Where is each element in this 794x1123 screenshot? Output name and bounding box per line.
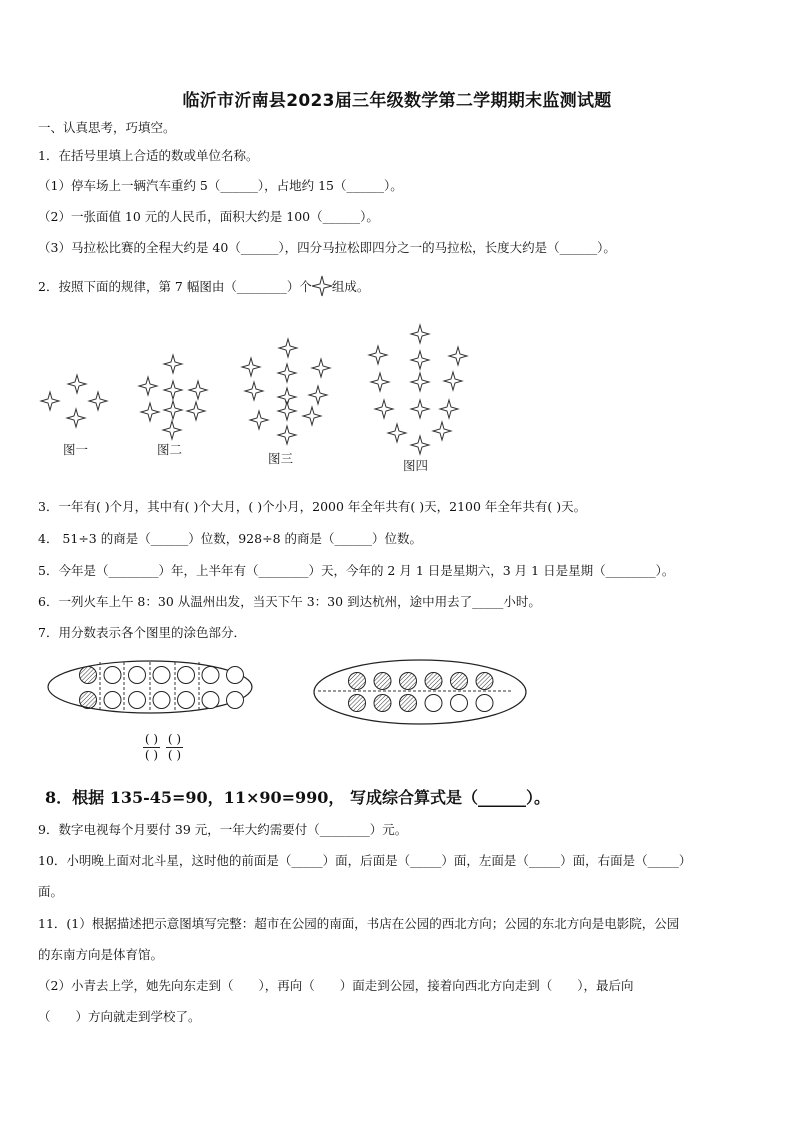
question-2-text-before: 2．按照下面的规律，第 7 幅图由（________）个 bbox=[38, 279, 312, 294]
figure-2 bbox=[139, 355, 207, 457]
fraction-answer-1 bbox=[143, 733, 160, 762]
star bbox=[245, 382, 263, 400]
question-10-line-2: 面。 bbox=[38, 884, 64, 899]
star bbox=[278, 426, 296, 444]
fraction-denominator: ( ) bbox=[144, 748, 159, 762]
shaded-circle bbox=[425, 673, 442, 690]
question-9: 9．数字电视每个月要付 39 元，一年大约需要付（________）元。 bbox=[38, 822, 408, 837]
figure-caption-3: 图三 bbox=[268, 451, 294, 466]
empty-circle bbox=[129, 667, 146, 684]
shaded-circle bbox=[400, 695, 417, 712]
figure-3 bbox=[242, 339, 330, 466]
star bbox=[309, 386, 327, 404]
figure-caption-4: 图四 bbox=[403, 458, 429, 473]
star bbox=[278, 364, 296, 382]
empty-circle bbox=[202, 667, 219, 684]
question-2-text-after: 组成。 bbox=[331, 279, 370, 294]
star bbox=[433, 422, 451, 440]
star bbox=[444, 372, 462, 390]
empty-circle bbox=[202, 692, 219, 709]
right-oval-diagram bbox=[314, 660, 526, 724]
star bbox=[250, 411, 268, 429]
star bbox=[411, 325, 429, 343]
empty-circle bbox=[129, 692, 146, 709]
star bbox=[411, 400, 429, 418]
question-1-part-3: （3）马拉松比赛的全程大约是 40（______），四分马拉松即四分之一的马拉松，长度大约是（______）。 bbox=[38, 240, 616, 255]
empty-circle bbox=[178, 667, 195, 684]
fraction-answer-2 bbox=[166, 733, 183, 762]
star bbox=[369, 346, 387, 364]
empty-circle bbox=[425, 695, 442, 712]
star bbox=[411, 373, 429, 391]
fraction-numerator: ( ) bbox=[144, 732, 159, 746]
star bbox=[371, 373, 389, 391]
star bbox=[141, 403, 159, 421]
shaded-circle bbox=[374, 695, 391, 712]
shaded-circle-diagrams bbox=[0, 652, 794, 732]
star bbox=[388, 424, 406, 442]
question-10-line-1: 10．小明晚上面对北斗星，这时他的前面是（_____）面，后面是（_____）面，左面是（_____）面，右面是（_____） bbox=[38, 853, 692, 868]
question-8: 8．根据 135-45=90，11×90=990， 写成综合算式是（______）。 bbox=[45, 788, 550, 807]
empty-circle bbox=[227, 667, 244, 684]
question-11-line-2: 的东南方向是体育馆。 bbox=[38, 947, 164, 962]
fraction-denominator: ( ) bbox=[167, 748, 182, 762]
star bbox=[89, 392, 107, 410]
figure-caption-1: 图一 bbox=[63, 442, 89, 457]
question-4: 4． 51÷3 的商是（______）位数，928÷8 的商是（______）位数。 bbox=[38, 531, 422, 546]
shaded-circle bbox=[349, 673, 366, 690]
empty-circle bbox=[104, 692, 121, 709]
shaded-circle bbox=[476, 673, 493, 690]
empty-circle bbox=[227, 692, 244, 709]
right-oval bbox=[314, 660, 526, 724]
question-1-part-1: （1）停车场上一辆汽车重约 5（______），占地约 15（______）。 bbox=[38, 178, 403, 193]
star bbox=[164, 355, 182, 373]
star bbox=[242, 358, 260, 376]
question-11-line-4: （ ）方向就走到学校了。 bbox=[38, 1009, 201, 1024]
question-2 bbox=[38, 276, 369, 296]
page-title: 临沂市沂南县2023届三年级数学第二学期期末监测试题 bbox=[182, 91, 612, 111]
left-oval-diagram bbox=[48, 661, 252, 713]
star bbox=[303, 407, 321, 425]
question-1-part-2: （2）一张面值 10 元的人民币，面积大约是 100（______）。 bbox=[38, 209, 379, 224]
question-3: 3．一年有( )个月，其中有( )个大月，( )个小月，2000 年全年共有( )天，2100 年全年共有( )天。 bbox=[38, 499, 587, 514]
star bbox=[411, 351, 429, 369]
star bbox=[411, 436, 429, 454]
question-1-stem: 1．在括号里填上合适的数或单位名称。 bbox=[38, 148, 259, 163]
shaded-circle bbox=[80, 692, 97, 709]
shaded-circle bbox=[80, 667, 97, 684]
question-6: 6．一列火车上午 8：30 从温州出发，当天下午 3：30 到达杭州，途中用去了_____小时。 bbox=[38, 594, 541, 609]
empty-circle bbox=[476, 695, 493, 712]
empty-circle bbox=[153, 667, 170, 684]
star bbox=[189, 381, 207, 399]
question-11-line-3: （2）小青去上学，她先向东走到（ ），再向（ ）面走到公园，接着向西北方向走到（ ），最后向 bbox=[38, 978, 634, 993]
shaded-circle bbox=[451, 673, 468, 690]
star bbox=[164, 401, 182, 419]
star bbox=[187, 402, 205, 420]
empty-circle bbox=[178, 692, 195, 709]
four-point-star-icon bbox=[312, 276, 332, 296]
question-5: 5．今年是（________）年，上半年有（________）天，今年的 2 月 1 日是星期六，3 月 1 日是星期（________）。 bbox=[38, 563, 675, 578]
star-pattern-figures bbox=[0, 315, 794, 495]
star bbox=[164, 381, 182, 399]
question-11-line-1: 11．(1）根据描述把示意图填写完整：超市在公园的南面，书店在公园的西北方向；公园的东北方向是电影院，公园 bbox=[38, 916, 680, 931]
figure-4 bbox=[369, 325, 467, 473]
star bbox=[375, 400, 393, 418]
star bbox=[312, 359, 330, 377]
figure-caption-2: 图二 bbox=[157, 442, 183, 457]
shaded-circle bbox=[349, 695, 366, 712]
star bbox=[41, 392, 59, 410]
star bbox=[278, 402, 296, 420]
shaded-circle bbox=[374, 673, 391, 690]
star bbox=[440, 400, 458, 418]
star bbox=[67, 409, 85, 427]
star bbox=[139, 377, 157, 395]
star bbox=[449, 347, 467, 365]
figure-1 bbox=[41, 375, 107, 457]
empty-circle bbox=[451, 695, 468, 712]
empty-circle bbox=[153, 692, 170, 709]
question-7: 7．用分数表示各个图里的涂色部分． bbox=[38, 625, 246, 640]
star bbox=[279, 339, 297, 357]
empty-circle bbox=[104, 667, 121, 684]
section-heading: 一、认真思考，巧填空。 bbox=[38, 120, 176, 135]
star bbox=[68, 375, 86, 393]
star bbox=[163, 421, 181, 439]
shaded-circle bbox=[400, 673, 417, 690]
fraction-numerator: ( ) bbox=[167, 732, 182, 746]
